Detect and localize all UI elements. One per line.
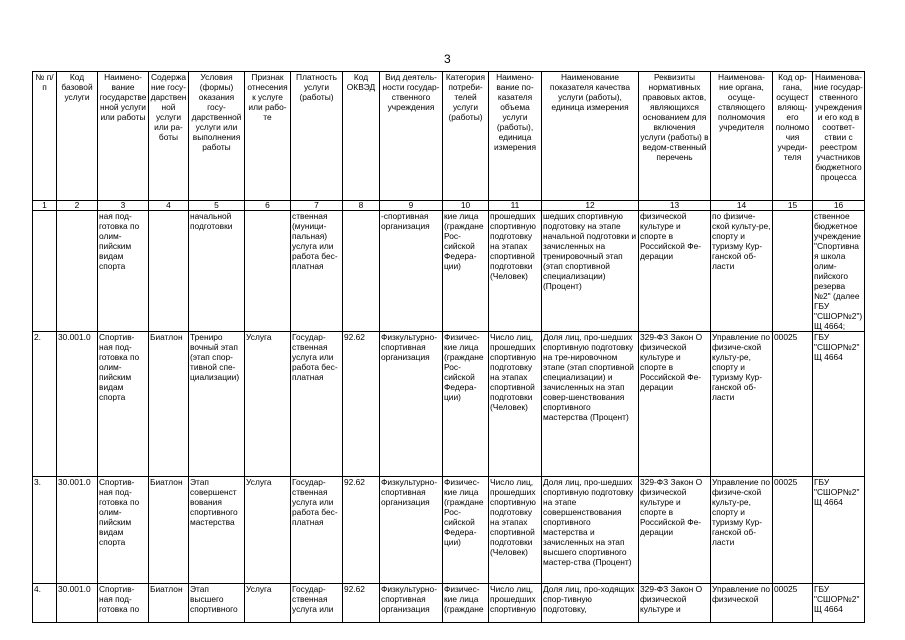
header-cell: Вид деятель-ности государ-ственного учреждения [380,72,443,201]
table-cell: Этап высшего спортивного [189,584,245,623]
table-cell: шедших спортивную подготовку на этапе начальной подготовки и зачисленных на тренировочный этап (этап спортивной специализации) (Процент) [542,211,639,332]
table-cell: 329-ФЗ Закон О физической культуре и [639,584,711,623]
table-cell: 30.001.0 [57,332,98,477]
table-cell: Услуга [245,332,291,477]
table-cell: Этап совершенст вования спортивного мастерства [189,477,245,584]
table-cell: Физкультурно-спортивная организация [380,332,443,477]
header-cell: Наимено-вание по-казателя объема услуги (работы), единица измерения [489,72,542,201]
table-cell: Государ-ственная услуга или работа бес-платная [291,332,343,477]
table-cell: ственное бюджетное учреждение "Спортивная школа олим-пийского резерва №2" (далее ГБУ "СШОР№2") Щ 4664; [813,211,865,332]
table-cell: Управление по физиче-ской культу-ре, спорту и туризму Кур-ганской об-ласти [711,477,773,584]
table-cell: ГБУ "СШОР№2" Щ 4664 [813,584,865,623]
table-cell: 92.62 [343,332,380,477]
table-cell: Число лиц, прошедших спортивную подготовку на этапах спортивной подготовки (Человек) [489,477,542,584]
column-number: 11 [489,201,542,211]
header-cell: Код ор-гана, осущест вляющ-его полномо чия учреди-теля [773,72,813,201]
column-number: 8 [343,201,380,211]
table-cell: -спортивная организация [380,211,443,332]
header-cell: Реквизиты нормативных правовых актов, являющихся основанием для включения услуги (работы) в ведом-ственный перечень [639,72,711,201]
table-row [33,211,865,332]
table-cell: 00025 [773,332,813,477]
page-number: 3 [444,52,451,66]
table-cell: 3. [33,477,57,584]
header-cell: Наименова-ние органа, осуще-ствляющего полномочия учредителя [711,72,773,201]
table-row [33,477,865,584]
table-cell: Физичес-кие лица (граждане [443,584,489,623]
table-cell: Биатлон [149,477,189,584]
table-cell: по физиче-ской культу-ре, спорту и туризму Кур-ганской об-ласти [711,211,773,332]
header-cell: Содержание госу-дарственной услуги или ра-боты [149,72,189,201]
table-cell: 92.62 [343,584,380,623]
table-cell: прошедших спортивную подготовку на этапах спортивной подготовки (Человек) [489,211,542,332]
table-cell: Физкультурно-спортивная организация [380,584,443,623]
table-cell: начальной подготовки [189,211,245,332]
table-cell: Биатлон [149,332,189,477]
column-number: 10 [443,201,489,211]
table-cell: 30.001.0 [57,584,98,623]
table-cell: ная под-готовка по олим-пийским видам спорта [98,211,149,332]
table-cell: ГБУ "СШОР№2" Щ 4664 [813,332,865,477]
table-cell: Управление по физической [711,584,773,623]
table-cell: Число лиц, прошедших спортивную [489,584,542,623]
table-cell: Услуга [245,584,291,623]
table-cell: Доля лиц, про-ходящих спор-тивную подготовку, [542,584,639,623]
table-cell [149,211,189,332]
table-cell: Биатлон [149,584,189,623]
header-cell: Наименова-ние государ-ственного учреждения и его код в соответ-ствии с реестром участников бюджетного процесса [813,72,865,201]
table-cell [773,211,813,332]
table-cell: Физичес-кие лица (граждане Рос-сийской Федера-ции) [443,332,489,477]
table-cell: Государ-ственная услуга или [291,584,343,623]
table-cell: Спортив-ная под-готовка по олим-пийским видам спорта [98,477,149,584]
header-cell: № п/п [33,72,57,201]
column-number: 16 [813,201,865,211]
table-cell: 30.001.0 [57,477,98,584]
table-cell [245,211,291,332]
header-cell: Код ОКВЭД [343,72,380,201]
table-cell [343,211,380,332]
column-number: 14 [711,201,773,211]
table-cell: Физкультурно-спортивная организация [380,477,443,584]
table-cell: Число лиц, прошедших спортивную подготовку на этапах спортивной подготовки (Человек) [489,332,542,477]
services-registry-table [32,71,865,623]
table-cell: Доля лиц, про-шедших спортивную подготовку на тре-нировочном этапе (этап спортивной специализации) и зачисленных на этап совер-шенствования спортивного мастерства (Процент) [542,332,639,477]
table-cell: Физичес-кие лица (граждане Рос-сийской Федера-ции) [443,477,489,584]
header-cell: Признак отнесения к услуге или рабо-те [245,72,291,201]
header-cell: Наименование показателя качества услуги (работы), единица измерения [542,72,639,201]
table-cell: ГБУ "СШОР№2" Щ 4664 [813,477,865,584]
table-cell: Спортив-ная под-готовка по [98,584,149,623]
table-cell: Спортив-ная под-готовка по олим-пийским видам спорта [98,332,149,477]
column-number: 1 [33,201,57,211]
header-cell: Платность услуги (работы) [291,72,343,201]
table-cell [57,211,98,332]
column-number: 7 [291,201,343,211]
table-cell: 00025 [773,584,813,623]
column-number: 6 [245,201,291,211]
column-number: 4 [149,201,189,211]
header-cell: Наимено-вание государственной услуги или работы [98,72,149,201]
table-cell: кие лица (граждане Рос-сийской Федера-ции) [443,211,489,332]
column-number: 5 [189,201,245,211]
table-cell: Доля лиц, про-шедших спортивную подготовку на этапе совершенствования спортивного мастерства и зачисленных на этап высшего спортивного мастер-ства (Процент) [542,477,639,584]
table-cell: Управление по физиче-ской культу-ре, спорту и туризму Кур-ганской об-ласти [711,332,773,477]
header-row [33,72,865,201]
table-row [33,584,865,623]
column-number-row [33,201,865,211]
column-number: 15 [773,201,813,211]
table-cell: 329-ФЗ Закон О физической культуре и спорте в Российской Фе-дерации [639,477,711,584]
table-cell: 329-ФЗ Закон О физической культуре и спорте в Российской Фе-дерации [639,332,711,477]
table-cell: Услуга [245,477,291,584]
table-cell: ственная (муници-пальная) услуга или работа бес-платная [291,211,343,332]
header-cell: Код базовой услуги [57,72,98,201]
header-cell: Категория потреби-телей услуги (работы) [443,72,489,201]
table-cell: 00025 [773,477,813,584]
table-cell [33,211,57,332]
column-number: 12 [542,201,639,211]
column-number: 3 [98,201,149,211]
table-cell: Трениро вочный этап (этап спор-тивной спе-циализации) [189,332,245,477]
column-number: 2 [57,201,98,211]
table-cell: 4. [33,584,57,623]
table-row [33,332,865,477]
column-number: 9 [380,201,443,211]
table-cell: физической культуре и спорте в Российской Фе-дерации [639,211,711,332]
table-cell: Государ-ственная услуга или работа бес-платная [291,477,343,584]
table-cell: 92.62 [343,477,380,584]
table-cell: 2. [33,332,57,477]
header-cell: Условия (формы) оказания госу-дарственной услуги или выполнения работы [189,72,245,201]
column-number: 13 [639,201,711,211]
